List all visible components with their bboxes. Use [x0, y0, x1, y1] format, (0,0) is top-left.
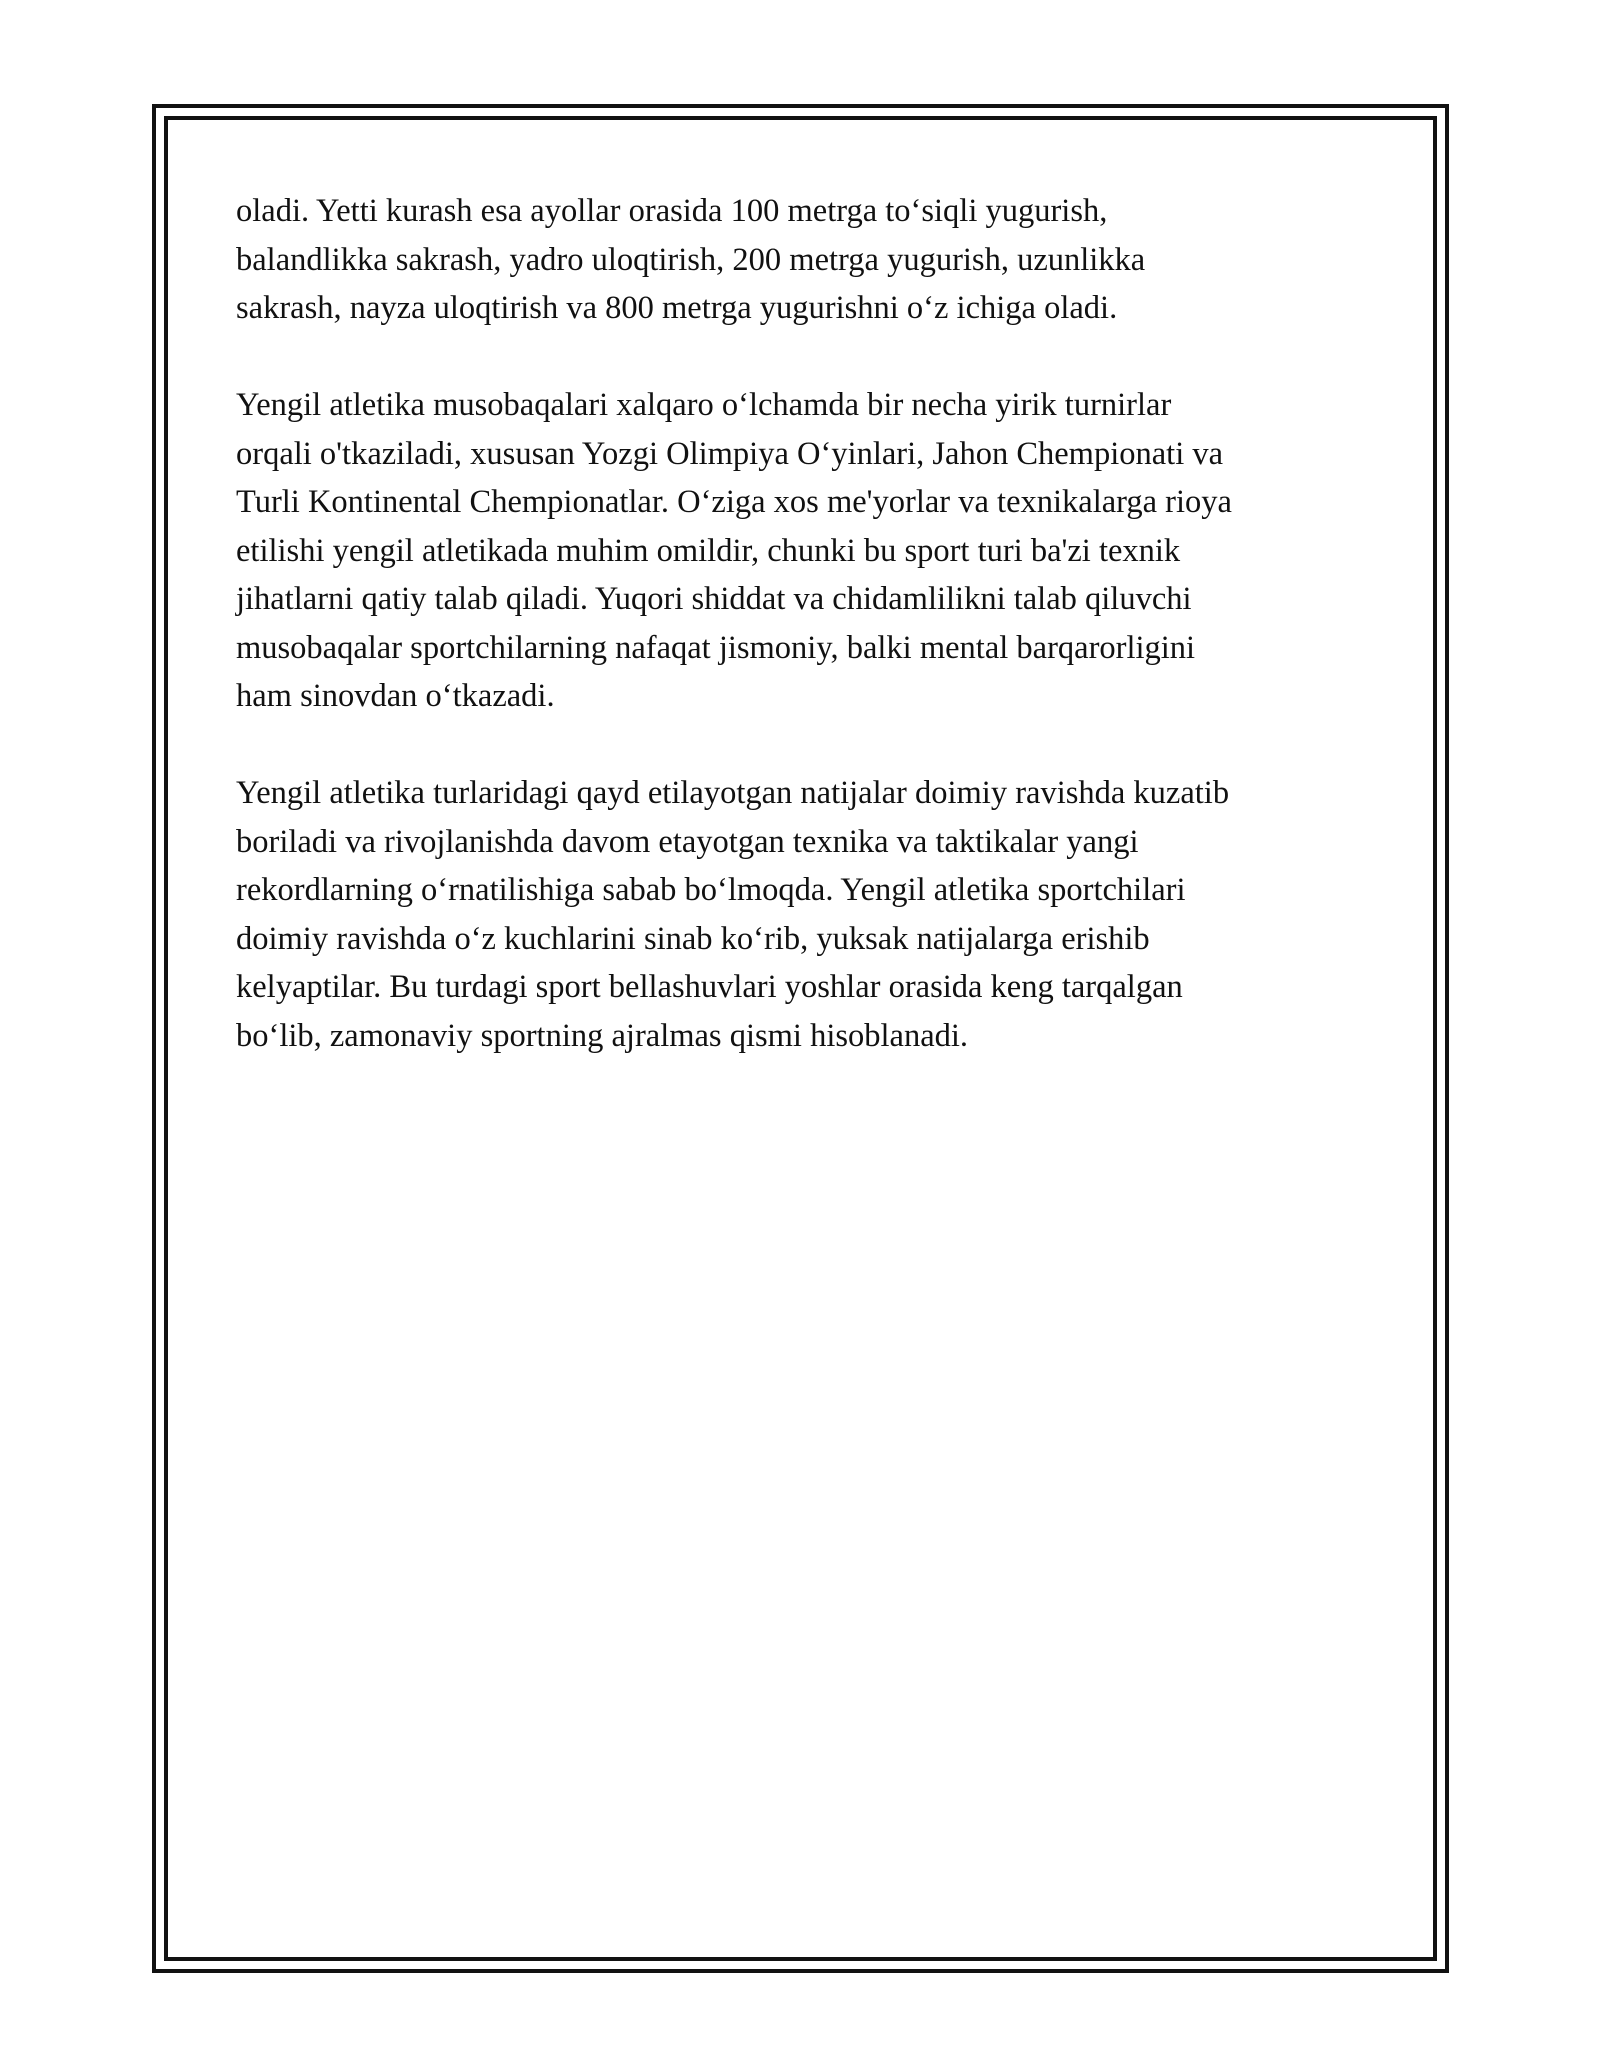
- paragraph-3: [236, 769, 1366, 1060]
- text-line: boriladi va rivojlanishda davom etayotgan texnika va taktikalar yangi: [236, 823, 1139, 860]
- text-line: bo‘lib, zamonaviy sportning ajralmas qismi hisoblanadi.: [236, 1017, 969, 1054]
- text-line: ham sinovdan o‘tkazadi.: [236, 678, 555, 714]
- text-line: etilishi yengil atletikada muhim omildir, chunki bu sport turi ba'zi texnik: [236, 532, 1181, 569]
- text-line: Yengil atletika turlaridagi qayd etilayotgan natijalar doimiy ravishda kuzatib: [236, 775, 1230, 811]
- document-body: [236, 187, 1366, 1109]
- text-line: Turli Kontinental Chempionatlar. O‘ziga xos me'yorlar va texnikalarga rioya: [236, 484, 1232, 520]
- text-line: balandlikka sakrash, yadro uloqtirish, 200 metrga yugurish, uzunlikka: [236, 241, 1146, 278]
- text-line: doimiy ravishda o‘z kuchlarini sinab ko‘rib, yuksak natijalarga erishib: [236, 920, 1150, 957]
- text-line: sakrash, nayza uloqtirish va 800 metrga yugurishni o‘z ichiga oladi.: [236, 290, 1118, 326]
- text-line: oladi. Yetti kurash esa ayollar orasida 100 metrga to‘siqli yugurish,: [236, 193, 1108, 229]
- text-line: rekordlarning o‘rnatilishiga sabab bo‘lmoqda. Yengil atletika sportchilari: [236, 872, 1186, 908]
- text-line: kelyaptilar. Bu turdagi sport bellashuvlari yoshlar orasida keng tarqalgan: [236, 969, 1183, 1005]
- paragraph-2: [236, 381, 1366, 721]
- text-line: musobaqalar sportchilarning nafaqat jismoniy, balki mental barqarorligini: [236, 629, 1196, 666]
- text-line: orqali o'tkaziladi, xususan Yozgi Olimpiya O‘yinlari, Jahon Chempionati va: [236, 435, 1224, 472]
- paragraph-1: [236, 187, 1366, 333]
- text-line: jihatlarni qatiy talab qiladi. Yuqori shiddat va chidamlilikni talab qiluvchi: [236, 581, 1192, 617]
- text-line: Yengil atletika musobaqalari xalqaro o‘lchamda bir necha yirik turnirlar: [236, 387, 1172, 423]
